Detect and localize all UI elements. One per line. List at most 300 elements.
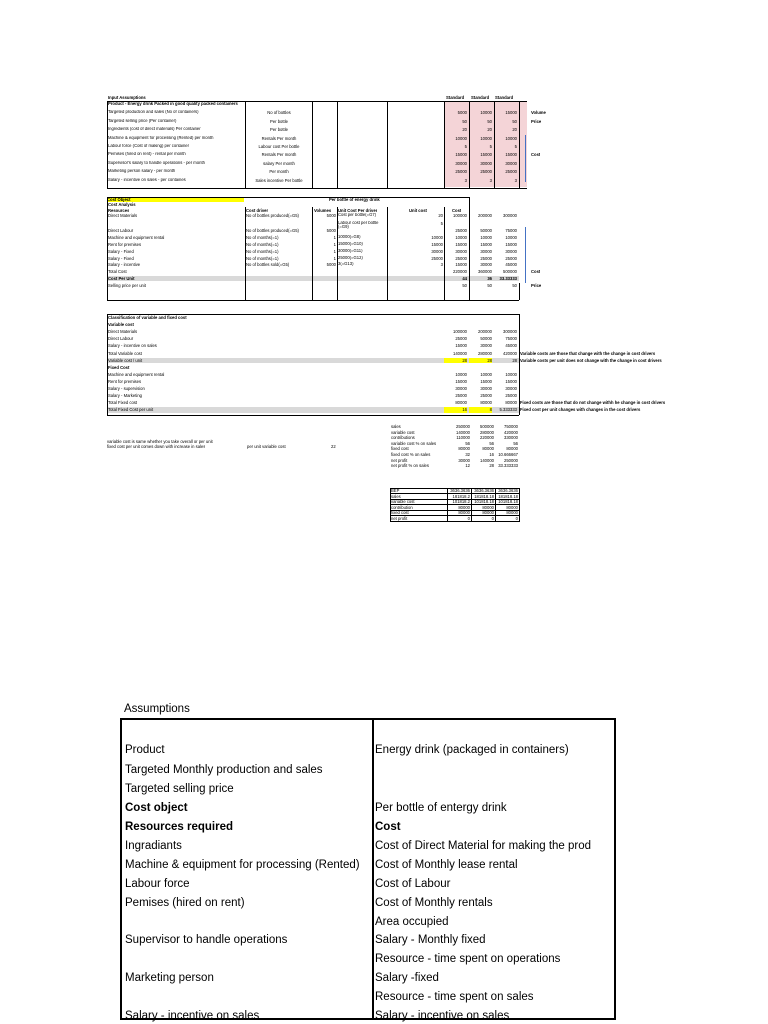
- assumption-right: Resource - time spent on sales: [375, 991, 534, 1003]
- input-label: Labour force (Cost of making) per container: [108, 144, 189, 148]
- bep-value: 0: [491, 515, 494, 521]
- input-label: Targeted selling price (Per container): [108, 118, 177, 123]
- grid-line: [107, 314, 108, 415]
- cost-volume: 5000: [326, 213, 336, 219]
- cost-analysis-label: Cost Analysis: [108, 202, 136, 208]
- cost-value: 25000: [455, 228, 467, 234]
- profit-label: net profit % on sales: [391, 463, 429, 469]
- col-header: Standard: [446, 95, 465, 100]
- bep-value: 181818.18: [474, 493, 494, 499]
- cost-resource: Salary - Fixed: [108, 255, 134, 261]
- classification-value: 30000: [480, 343, 492, 349]
- classification-label: Salary - incentive on sales: [108, 343, 157, 349]
- profit-value: 250000: [504, 457, 518, 463]
- classification-row: [107, 365, 519, 370]
- profit-value: 32: [465, 452, 470, 457]
- assumption-right: Cost of Monthly lease rental: [375, 859, 518, 871]
- profit-label: fixed cost % on sales: [391, 452, 431, 457]
- classification-row: [107, 315, 519, 320]
- profit-row: [390, 424, 520, 429]
- grid-line: [245, 101, 246, 188]
- classification-label: Classification of variable and fixed cost: [108, 315, 187, 320]
- profit-value: 80000: [458, 446, 470, 452]
- input-value: 50: [487, 118, 492, 124]
- grid-line: [469, 197, 470, 300]
- input-value: 50: [462, 118, 467, 124]
- cost-volume: 1: [333, 255, 336, 261]
- input-label: Supervisor's salary to handle operations - per month: [108, 160, 205, 165]
- profit-row: [390, 458, 520, 463]
- grid-line: [444, 207, 445, 300]
- profit-value: 28: [489, 463, 494, 469]
- profit-value: 56: [465, 440, 470, 446]
- cost-resource: Machine and equipment rental: [108, 235, 165, 241]
- input-note: Volume: [531, 110, 546, 116]
- input-value: 10000: [480, 135, 492, 141]
- col-header: Standard: [471, 95, 490, 100]
- bep-value: 80000: [482, 504, 494, 510]
- cost-value: 25000: [455, 255, 467, 261]
- input-value: 5000: [457, 110, 467, 116]
- classification-row: [107, 393, 519, 398]
- input-assumptions-section: [107, 95, 546, 190]
- classification-label: Fixed Cost: [108, 364, 130, 370]
- profit-value: 30000: [458, 457, 470, 463]
- input-driver: Sales incentive Per bottle: [255, 177, 303, 183]
- cost-driver: No of months(=1): [246, 248, 279, 254]
- cost-analysis-section: [107, 197, 542, 301]
- bep-value: 101818.18: [498, 499, 518, 504]
- assumption-left: Salary - incentive on sales: [125, 1010, 260, 1022]
- cost-value: 30000: [480, 248, 492, 254]
- cost-resource: Direct Labour: [108, 228, 134, 234]
- input-value: 20: [512, 127, 517, 133]
- classification-label: Rent for premises: [108, 378, 142, 384]
- assumptions-table: [120, 718, 616, 1020]
- side-note-variable: variable cost is same whether you take overall or per unit: [107, 439, 213, 444]
- assumption-left: Cost object: [125, 802, 188, 814]
- cost-value: 50: [462, 282, 467, 288]
- cost-unit-cost: 30000: [431, 248, 443, 254]
- classification-value: 140000: [453, 350, 467, 356]
- header-resources: Resources: [108, 207, 130, 213]
- cost-value: 50000: [480, 228, 492, 234]
- cost-unit-driver: 30000(=G11): [338, 248, 363, 253]
- assumption-right: Per bottle of entergy drink: [375, 802, 507, 814]
- cost-value: 30000: [505, 248, 517, 254]
- grid-line: [107, 300, 519, 301]
- cost-volume: 1: [333, 242, 336, 247]
- classification-label: Machine and equipment rental: [108, 371, 165, 377]
- classification-row: [107, 407, 641, 413]
- grid-line: [519, 488, 520, 521]
- cost-row: [107, 249, 519, 254]
- profit-value: 33.333333: [498, 463, 518, 469]
- cost-volume: 1: [333, 248, 336, 254]
- cost-value: 50: [512, 282, 517, 288]
- input-label: Targeted production and sales (No of containers): [108, 110, 199, 115]
- input-driver: salary Per month: [263, 160, 295, 166]
- profit-row: [390, 441, 520, 446]
- input-label: Machine & equipment for processing (Rented) per month: [108, 135, 214, 140]
- profit-label: sales: [391, 424, 401, 429]
- bep-value: 80000: [506, 504, 518, 510]
- input-driver: Rentals Per month: [261, 135, 297, 141]
- classification-value: 25000: [480, 393, 492, 399]
- bep-value: 3636.3636: [450, 488, 470, 493]
- grid-line: [444, 101, 445, 188]
- cost-driver: No of months(=1): [246, 255, 279, 261]
- profit-row: [390, 435, 520, 440]
- cost-value: 500000: [503, 269, 517, 275]
- bep-section: [390, 488, 520, 523]
- assumption-left: Labour force: [125, 878, 190, 890]
- bep-label: BEP: [391, 488, 400, 493]
- input-value: 3: [514, 177, 517, 183]
- profit-label: fixed cost: [391, 446, 409, 452]
- classification-value: 300000: [503, 329, 517, 335]
- classification-label: Variable cost / unit: [108, 357, 143, 363]
- input-value: 30000: [505, 160, 517, 166]
- cost-row: [107, 269, 541, 275]
- cost-row: [107, 213, 519, 218]
- classification-row: [107, 350, 656, 356]
- input-value: 25000: [455, 169, 467, 175]
- classification-value: 5.333333: [499, 407, 517, 413]
- assumption-right: Area occupied: [375, 916, 449, 928]
- classification-value: 420000: [503, 350, 517, 356]
- cost-driver: No of months(=1): [246, 235, 279, 241]
- input-value: 15000: [480, 152, 492, 158]
- cost-value: 25000: [480, 255, 492, 261]
- input-title: Input Assumptions: [108, 95, 146, 100]
- profit-value: 80000: [506, 446, 518, 452]
- input-value: 5: [489, 144, 492, 149]
- assumption-right: Resource - time spent on operations: [375, 953, 561, 965]
- bep-label: fixed cost: [391, 510, 409, 515]
- cost-row: [107, 256, 519, 261]
- profit-value: 250000: [456, 424, 470, 429]
- bep-value: 80000: [458, 504, 470, 510]
- grid-line: [387, 101, 388, 188]
- grid-line: [471, 488, 472, 521]
- input-value: 3: [464, 177, 467, 183]
- profit-row: [390, 446, 520, 451]
- cost-value: 44: [462, 276, 467, 281]
- classification-value: 15000: [455, 343, 467, 349]
- cost-driver: No of bottles sold(=G5): [246, 262, 290, 268]
- classification-value: 80000: [455, 400, 467, 406]
- classification-label: Direct Labour: [108, 336, 134, 342]
- profit-row: [390, 452, 520, 457]
- cost-row: [107, 262, 519, 267]
- cost-unit-driver: Labour cost per bottle (=G9): [338, 220, 379, 229]
- grid-line: [107, 197, 108, 300]
- profit-value: 140000: [480, 457, 494, 463]
- input-note: Price: [531, 118, 542, 124]
- classification-value: 15000: [455, 378, 467, 384]
- bep-value: 101818.2: [452, 499, 470, 504]
- classification-value: 10000: [505, 371, 517, 377]
- cost-driver: No of bottles produced(=G5): [246, 228, 299, 234]
- cost-unit-cost: 10000: [431, 235, 443, 241]
- classification-row: [107, 336, 519, 341]
- header-cost-driver: Cost driver: [246, 207, 269, 213]
- input-value: 3: [489, 177, 492, 183]
- input-value: 20: [462, 127, 467, 133]
- classification-value: 28: [469, 358, 492, 363]
- bep-label: sales: [391, 493, 401, 499]
- cost-value: 15000: [505, 242, 517, 247]
- input-label: Ingredients (cost of direct materials) Per container: [108, 127, 201, 132]
- cost-unit-cost: 5: [440, 220, 443, 226]
- header-unit-cost-per-driver: Unit Cost Per driver: [338, 207, 378, 213]
- cost-driver: No of bottles produced(=G5): [246, 213, 299, 219]
- assumption-left: Resources required: [125, 821, 234, 833]
- input-note: Cost: [531, 152, 541, 158]
- assumption-right: Energy drink (packaged in containers): [375, 744, 569, 756]
- profit-value: 16: [489, 452, 494, 457]
- cost-value: 25000: [505, 255, 517, 261]
- classification-value: 30000: [480, 386, 492, 391]
- grid-line: [495, 488, 496, 521]
- profit-value: 420000: [504, 429, 518, 435]
- profit-value: 80000: [482, 446, 494, 452]
- assumption-right: Cost of Labour: [375, 878, 451, 890]
- grid-line: [447, 488, 448, 521]
- bep-value: 101818.18: [474, 499, 494, 504]
- grid-line: [107, 415, 519, 416]
- classification-value: 30000: [505, 386, 517, 391]
- cost-unit-driver: 3(=G13): [338, 262, 354, 267]
- grid-line: [312, 207, 313, 300]
- classification-value: 25000: [455, 393, 467, 399]
- classification-row: [107, 400, 666, 406]
- assumption-left: Supervisor to handle operations: [125, 934, 288, 946]
- grid-line: [245, 207, 246, 300]
- input-value: 50: [512, 118, 517, 124]
- cost-value: 30000: [455, 248, 467, 254]
- cost-unit-driver: 10000(=G8): [338, 235, 361, 240]
- classification-value: 50000: [480, 336, 492, 342]
- cost-resource: Salary - incentive: [108, 262, 141, 268]
- classification-value: 45000: [505, 343, 517, 349]
- profit-row: [390, 463, 520, 468]
- cost-resource: Total Cost: [108, 269, 127, 275]
- cost-row: [107, 220, 519, 229]
- bep-value: 80000: [482, 510, 494, 515]
- assumption-left: Pemises (hired on rent): [125, 897, 245, 909]
- cost-note: Price: [531, 282, 542, 288]
- input-value: 30000: [480, 160, 492, 166]
- cost-value: 220000: [453, 269, 467, 275]
- column-divider: [372, 720, 374, 1018]
- grid-line: [107, 101, 527, 102]
- input-value: 15000: [505, 152, 517, 158]
- grid-line: [469, 101, 470, 188]
- classification-value: 30000: [455, 386, 467, 391]
- classification-value: 28: [512, 357, 517, 363]
- input-value: 10000: [480, 110, 492, 116]
- profit-label: variable cost: [391, 429, 415, 435]
- cost-value: 15000: [455, 262, 467, 268]
- side-notes: [107, 439, 387, 451]
- classification-value: 80000: [480, 400, 492, 406]
- classification-row: [107, 379, 519, 384]
- classification-value: 75000: [505, 336, 517, 342]
- classification-label: Total Fixed Cost per unit: [108, 407, 154, 413]
- cost-driver: No of months(=1): [246, 242, 279, 247]
- input-value: 25000: [480, 169, 492, 175]
- profit-label: contributions: [391, 435, 415, 441]
- grid-line: [387, 207, 388, 300]
- grid-line: [390, 488, 519, 489]
- bep-value: 3636.3636: [474, 488, 494, 493]
- profit-summary-section: [390, 424, 520, 470]
- assumption-right: Cost: [375, 821, 401, 833]
- profit-value: 280000: [480, 429, 494, 435]
- grid-line: [494, 101, 495, 188]
- grid-line: [107, 314, 519, 315]
- per-unit-variable-value: 22: [331, 444, 336, 450]
- grid-line: [519, 283, 520, 300]
- classification-section: [107, 314, 707, 416]
- cost-row: [107, 282, 542, 288]
- cost-resource: Selling price per unit: [108, 282, 146, 288]
- cost-row: [107, 228, 519, 233]
- cost-value: 300000: [503, 213, 517, 219]
- classification-value: 280000: [478, 350, 492, 356]
- cost-value: 15000: [480, 242, 492, 247]
- assumptions-title: Assumptions: [124, 703, 190, 715]
- input-label: Product - Energy drink Packed in good quality packed containers: [108, 102, 238, 106]
- cost-object-label: Cost Object: [107, 197, 244, 202]
- cost-value: 36: [487, 276, 492, 281]
- input-driver: Per bottle: [270, 127, 288, 133]
- cost-unit-driver: 15000(=G10): [338, 242, 363, 246]
- profit-value: 330000: [504, 435, 518, 441]
- cost-value: 30000: [480, 262, 492, 268]
- classification-label: Total Fixed cost: [108, 400, 138, 406]
- assumption-left: Ingradiants: [125, 840, 182, 852]
- cost-resource: Cost Per Unit: [108, 276, 135, 281]
- classification-value: 100000: [453, 329, 467, 335]
- profit-value: 10.666667: [498, 452, 518, 457]
- grid-line: [107, 101, 108, 188]
- classification-value: 15000: [505, 378, 517, 384]
- input-label: Salary - incentive on sales - per containes: [108, 177, 186, 182]
- cost-unit-cost: 3: [440, 262, 443, 268]
- profit-label: variable cost % on sales: [391, 440, 437, 446]
- grid-line: [519, 314, 520, 415]
- profit-row: [390, 430, 520, 435]
- input-driver: Per month: [269, 169, 289, 175]
- cost-row: [107, 276, 519, 281]
- profit-value: 500000: [480, 424, 494, 429]
- input-value: 15000: [505, 110, 517, 116]
- assumption-left: Marketing person: [125, 972, 214, 984]
- input-value: 30000: [455, 160, 467, 166]
- cost-value: 10000: [480, 235, 492, 241]
- classification-value: 10000: [455, 371, 467, 377]
- cost-unit-driver: 25000(=G12): [338, 255, 363, 260]
- cost-row: [107, 235, 519, 240]
- classification-note: Fixed cost per unit changes with changes in the cost drivers: [520, 407, 641, 413]
- cost-row: [107, 242, 519, 247]
- classification-label: Variable cost: [108, 322, 134, 328]
- profit-value: 140000: [456, 429, 470, 435]
- input-value: 5: [464, 144, 467, 149]
- grid-line: [337, 207, 338, 300]
- bep-label: contribution: [391, 504, 413, 510]
- classification-label: Total Variable cost: [108, 350, 142, 356]
- profit-value: 750000: [504, 424, 518, 429]
- input-driver: Per bottle: [270, 118, 288, 124]
- classification-row: [107, 329, 519, 334]
- assumption-left: Machine & equipment for processing (Rented): [125, 859, 360, 871]
- cost-object-value: Per bottle of energy drink: [329, 197, 380, 202]
- input-label: Pemises (hired on rent) - rental per month: [108, 152, 186, 157]
- assumption-right: Salary - incentive on sales: [375, 1010, 510, 1022]
- cost-value: 200000: [478, 213, 492, 219]
- classification-label: Salary - supervision: [108, 386, 145, 391]
- cost-volume: 1: [333, 235, 336, 241]
- per-unit-variable-label: per unit variable cost: [247, 444, 286, 450]
- cost-value: 45000: [505, 262, 517, 268]
- cost-volume: 5000: [326, 228, 336, 234]
- input-label: Marketing person salary - per month: [108, 169, 176, 174]
- profit-value: 56: [489, 440, 494, 446]
- assumption-right: Cost of Monthly rentals: [375, 897, 493, 909]
- grid-line: [390, 488, 391, 521]
- profit-value: 110000: [456, 435, 470, 441]
- bep-value: 0: [467, 515, 470, 521]
- profit-label: net profit: [391, 457, 408, 463]
- classification-value: 28: [444, 358, 467, 363]
- classification-note: Fixed costs are those that do not change withh he change in cost drivers: [520, 400, 666, 406]
- bracket-line: [525, 135, 526, 182]
- profit-value: 12: [465, 463, 470, 469]
- cost-resource: Direct Materials: [108, 213, 138, 219]
- cost-resource: Rent for premises: [108, 242, 142, 247]
- input-driver: Rentals Per month: [261, 152, 297, 158]
- profit-value: 220000: [480, 435, 494, 441]
- cost-value: 10000: [505, 235, 517, 241]
- classification-value: 10000: [480, 371, 492, 377]
- classification-row: [107, 386, 519, 391]
- grid-line: [519, 101, 520, 188]
- classification-row: [107, 322, 519, 327]
- cost-value: 50: [487, 282, 492, 288]
- assumption-left: Targeted Monthly production and sales: [125, 764, 323, 776]
- grid-line: [107, 197, 470, 198]
- bep-label: variable cost: [391, 499, 415, 504]
- bep-value: 0: [515, 515, 518, 521]
- classification-note: Variable costs are those that change with the change in cost drivers: [520, 350, 656, 356]
- grid-line: [107, 188, 527, 189]
- classification-value: 15000: [480, 378, 492, 384]
- classification-value: 25000: [455, 336, 467, 342]
- classification-value: 200000: [478, 329, 492, 335]
- classification-label: Salary - Marketing: [108, 393, 142, 399]
- header-cost: Cost: [452, 207, 462, 213]
- bep-value: 80000: [506, 510, 518, 515]
- bep-label: net profit: [391, 515, 408, 521]
- cost-resource: Salary - Fixed: [108, 248, 134, 254]
- cost-value: 33.33333: [499, 276, 517, 281]
- input-driver: Labour cost Per bottle: [258, 144, 300, 149]
- cost-unit-driver: Cost per bottle(=G7): [338, 213, 377, 218]
